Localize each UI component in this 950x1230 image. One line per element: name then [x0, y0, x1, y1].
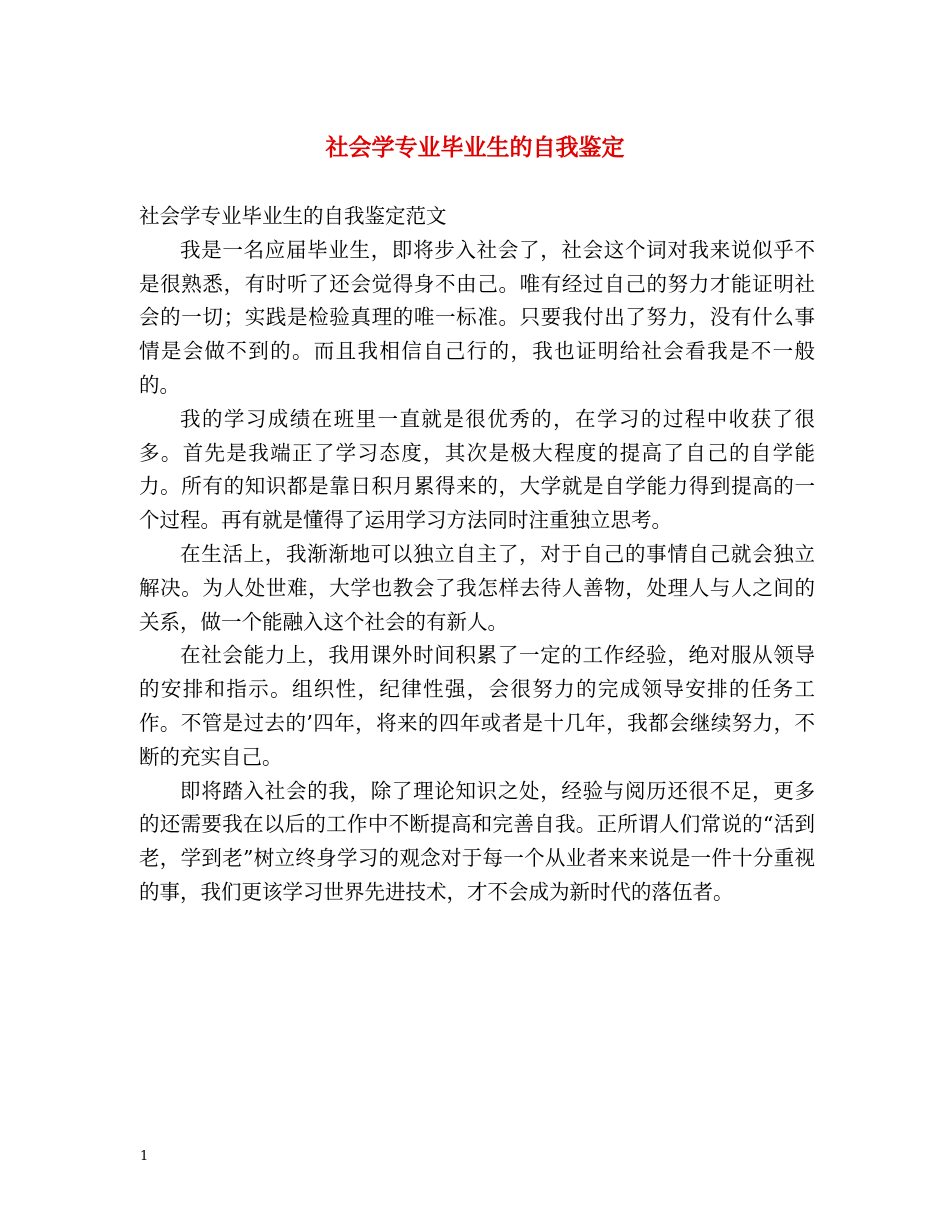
paragraph-2: 我的学习成绩在班里一直就是很优秀的，在学习的过程中收获了很多。首先是我端正了学习态度，其次是极大程度的提高了自己的自学能力。所有的知识都是靠日积月累得来的，大学就是自学能力得到提高的一个过程。再有就是懂得了运用学习方法同时注重独立思考。 [139, 406, 815, 533]
paragraph-1: 我是一名应届毕业生，即将步入社会了，社会这个词对我来说似乎不是很熟悉，有时听了还会觉得身不由己。唯有经过自己的努力才能证明社会的一切；实践是检验真理的唯一标准。只要我付出了努力，没有什么事情是会做不到的。而且我相信自己行的，我也证明给社会看我是不一般的。 [139, 237, 815, 397]
document-body [139, 200, 815, 910]
paragraph-4: 在社会能力上，我用课外时间积累了一定的工作经验，绝对服从领导的安排和指示。组织性，纪律性强，会很努力的完成领导安排的任务工作。不管是过去的’四年，将来的四年或者是十几年，我都会继续努力，不断的充实自己。 [139, 643, 815, 769]
paragraph-5: 即将踏入社会的我，除了理论知识之处，经验与阅历还很不足，更多的还需要我在以后的工作中不断提高和完善自我。正所谓人们常说的“活到老，学到老”树立终身学习的观念对于每一个从业者来来说是一件十分重视的事，我们更该学习世界先进技术，才不会成为新时代的落伍者。 [139, 778, 815, 904]
document-subtitle: 社会学专业毕业生的自我鉴定范文 [139, 204, 447, 228]
paragraph-3: 在生活上，我渐渐地可以独立自主了，对于自己的事情自己就会独立解决。为人处世难，大学也教会了我怎样去待人善物，处理人与人之间的关系，做一个能融入这个社会的有新人。 [139, 541, 815, 634]
page-number: 1 [140, 1149, 149, 1164]
document-title: 社会学专业毕业生的自我鉴定 [325, 134, 625, 161]
